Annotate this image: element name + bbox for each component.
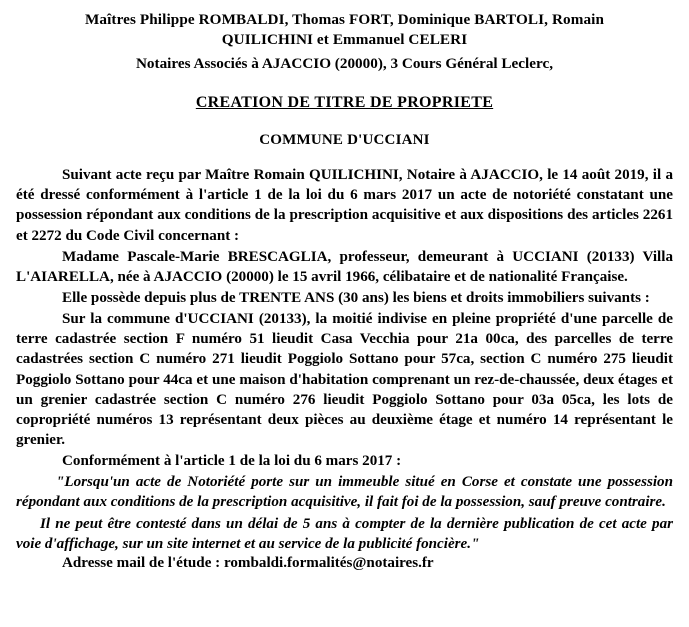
paragraph-3: Elle possède depuis plus de TRENTE ANS (30 ans) les biens et droits immobiliers suivants : [62,290,650,307]
header-line-1: Maîtres Philippe ROMBALDI, Thomas FORT, Dominique BARTOLI, Romain [84,11,605,28]
document-body [16,165,673,572]
paragraph-4: Sur la commune d'UCCIANI (20133), la moitié indivise en pleine propriété d'une parcelle de terre cadastrée section F numéro 51 lieudit Casa Vecchia pour 21a 00ca, des parcelles de terre cadastrées section C numéro 271 lieudit Poggiolo Sottano pour 57ca, section C numéro 275 lieudit Poggiolo Sottano pour 44ca et une maison d'habitation comprenant un rez-de-chaussée, deux étages et un grenier cadastrée section C numéro 276 lieudit Poggiolo Sottano pour 03a 05ca, les lots de copropriété numéros 13 représentant deux pièces au deuxième étage et numéro 14 représentant le grenier. [16,311,673,449]
document-title: CREATION DE TITRE DE PROPRIETE [195,94,494,112]
paragraph-2: Madame Pascale-Marie BRESCAGLIA, professeur, demeurant à UCCIANI (20133) Villa L'AIARELLA, née à AJACCIO (20000) le 15 avril 1966, célibataire et de nationalité Française. [16,248,673,285]
contact-email-line: Adresse mail de l'étude : rombaldi.formalités@notaires.fr [62,554,434,571]
header-line-3: Notaires Associés à AJACCIO (20000), 3 Cours Général Leclerc, [135,55,554,73]
paragraph-1: Suivant acte reçu par Maître Romain QUILICHINI, Notaire à AJACCIO, le 14 août 2019, il a été dressé conformément à l'article 1 de la loi du 6 mars 2017 un acte de notoriété constatant une possession répondant aux conditions de la prescription acquisitive et aux dispositions des articles 2261 et 2272 du Code Civil concernant : [16,167,673,244]
paragraph-5: Conformément à l'article 1 de la loi du 6 mars 2017 : [62,453,402,470]
law-quote-part-2: Il ne peut être contesté dans un délai de 5 ans à compter de la dernière publication de cet acte par voie d'affichage, sur un site internet et au service de la publicité foncière." [16,515,673,552]
header-line-2: QUILICHINI et Emmanuel CELERI [221,31,468,49]
document-subtitle: COMMUNE D'UCCIANI [259,132,430,149]
notary-header [16,10,673,74]
law-quote-part-1: "Lorsqu'un acte de Notoriété porte sur un immeuble situé en Corse et constate une possession répondant aux conditions de la prescription acquisitive, il fait foi de la possession, sauf preuve contraire. [16,474,673,511]
